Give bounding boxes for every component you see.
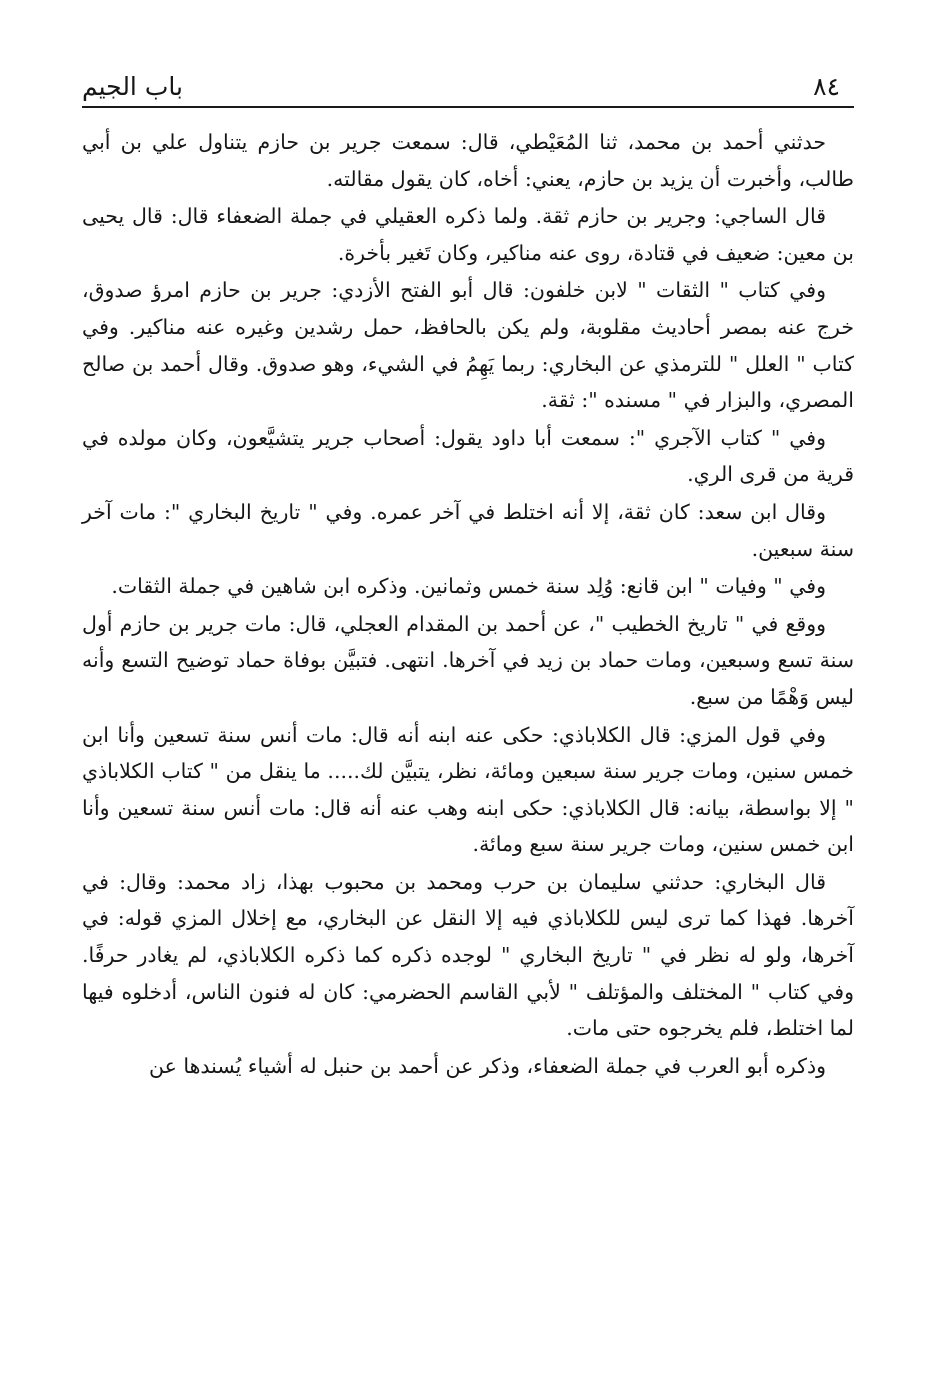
paragraph [82,494,854,567]
page-body [82,124,854,1084]
paragraph [82,864,854,1047]
paragraph-text: حدثني أحمد بن محمد، ثنا المُعَيْطي، قال: سمعت جرير بن حازم يتناول علي بن أبي طالب، وأخبرت أن يزيد بن حازم، يعني: أخاه، كان يقول مقالته. [82,130,854,191]
running-header [82,58,854,108]
paragraph [82,198,854,271]
paragraph [82,717,854,863]
paragraph-text: وفي قول المزي: قال الكلاباذي: حكى عنه ابنه أنه قال: مات أنس سنة تسعين وأنا ابن خمس سنين، ومات جرير سنة سبعين ومائة، نظر، يتبيَّن لك..... ما ينقل من " كتاب الكلاباذي " إلا بواسطة، بيانه: قال الكلاباذي: حكى ابنه وهب عنه أنه قال: مات أنس سنة تسعين وأنا ابن خمس سنين، ومات جرير سنة سبع ومائة. [82,722,854,857]
paragraph [82,420,854,493]
chapter-title: باب الجيم [82,72,183,101]
paragraph-text: وفي كتاب " الثقات " لابن خلفون: قال أبو الفتح الأزدي: جرير بن حازم امرؤ صدوق، خرج عنه بمصر أحاديث مقلوبة، ولم يكن بالحافظ، حمل رشدين وغيره عنه مناكير. وفي كتاب " العلل " للترمذي عن البخاري: ربما يَهِمُ في الشيء، وهو صدوق. وقال أحمد بن صالح المصري، والبزار في " مسنده ": ثقة. [82,278,854,413]
paragraph [82,1048,854,1085]
page-number: ٨٤ [813,72,840,101]
book-page [82,58,854,1085]
paragraph [82,272,854,418]
paragraph-text: وقال ابن سعد: كان ثقة، إلا أنه اختلط في آخر عمره. وفي " تاريخ البخاري ": مات آخر سنة سبعين. [82,499,854,561]
paragraph-text: ووقع في " تاريخ الخطيب "، عن أحمد بن المقدام العجلي، قال: مات جرير بن حازم أول سنة تسع وسبعين، ومات حماد بن زيد في آخرها. انتهى. فتبيَّن بوفاة حماد توضيح التسع وأنه ليس وَهْمًا من سبع. [82,611,854,709]
paragraph-text: وفي " كتاب الآجري ": سمعت أبا داود يقول: أصحاب جرير يتشيَّعون، وكان مولده في قرية من قرى الري. [82,425,854,487]
paragraph-text: قال البخاري: حدثني سليمان بن حرب ومحمد بن محبوب بهذا، زاد محمد: وقال: في آخرها. فهذا كما ترى ليس للكلاباذي فيه إلا النقل عن البخاري، مع إخلال المزي قوله: في آخرها، ولو له نظر في " تاريخ البخاري " لوجده ذكره كما ذكره الكلاباذي، لم يغادر حرفًا. وفي كتاب " المختلف والمؤتلف " لأبي القاسم الحضرمي: كان له فنون الناس، أدخلوه فيها لما اختلط، فلم يخرجوه حتى مات. [82,869,854,1041]
paragraph-text: وفي " وفيات " ابن قانع: وُلِد سنة خمس وثمانين. وذكره ابن شاهين في جملة الثقات. [111,574,826,599]
paragraph-text: وذكره أبو العرب في جملة الضعفاء، وذكر عن أحمد بن حنبل له أشياء يُسندها عن [149,1053,826,1078]
paragraph [82,124,854,197]
paragraph [82,606,854,716]
paragraph [82,568,854,605]
paragraph-text: قال الساجي: وجرير بن حازم ثقة. ولما ذكره العقيلي في جملة الضعفاء قال: قال يحيى بن معين: ضعيف في قتادة، روى عنه مناكير، وكان تَغير بأخرة. [82,204,854,265]
